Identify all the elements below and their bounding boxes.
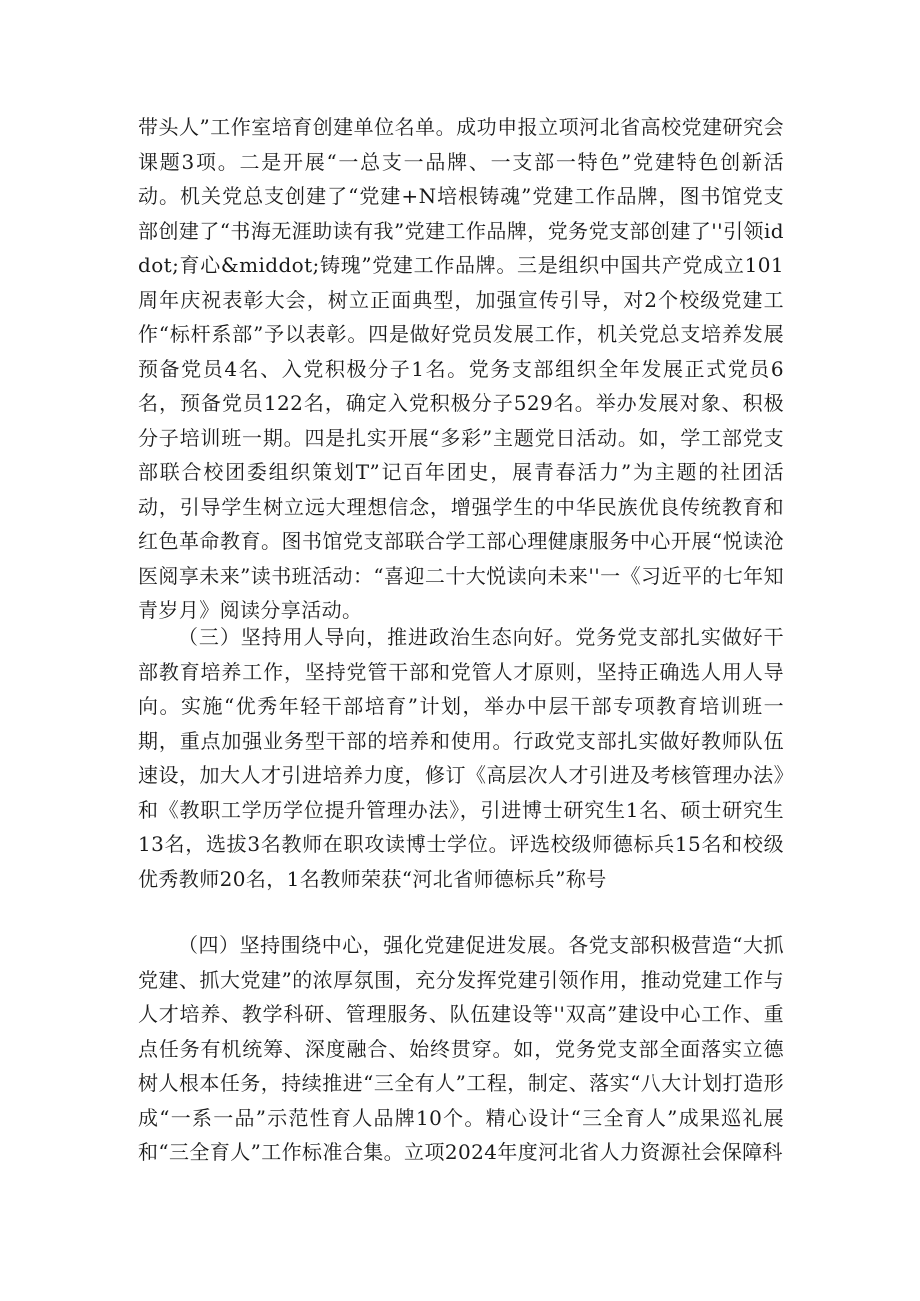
paragraph-personnel-orientation: （三）坚持用人导向，推进政治生态向好。党务党支部扎实做好干部教育培养工作，坚持党管干部和党管人才原则，坚持正确选人用人导向。实施“优秀年轻干部培育”计划，举办中层干部专项教育培训班一期，重点加强业务型干部的培养和使用。行政党支部扎实做好教师队伍速设，加大人才引进培养力度，修订《高层次人才引进及考核管理办法》和《教职工学历学位提升管理办法》，引进博士研究生1名、硕士研究生13名，选拔3名教师在职攻读博士学位。评选校级师德标兵15名和校级优秀教师20名，1名教师荣获“河北省师德标兵”称号 (138, 625, 784, 891)
paragraph-party-building-activities: 带头人”工作室培育创建单位名单。成功申报立项河北省高校党建研究会课题3项。二是开展“一总支一品牌、一支部一特色”党建特色创新活动。机关党总支创建了“党建+N培根铸魂”党建工作品牌，图书馆党支部创建了“书海无涯助读有我”党建工作品牌，党务党支部创建了''引领iddot;育心&middot;铸瑰”党建工作品牌。三是组织中国共产党成立101周年庆祝表彰大会，树立正面典型，加强宣传引导，对2个校级党建工作“标杆系部”予以表彰。四是做好党员发展工作，机关党总支培养发展预备党员4名、入党积极分子1名。党务支部组织全年发展正式党员6名，预备党员122名，确定入党积极分子529名。举办发展对象、积极分子培训班一期。四是扎实开展“多彩”主题党日活动。如，学工部党支部联合校团委组织策划T”记百年团史，展青春活力”为主题的社团活动，引导学生树立远大理想信念，增强学生的中华民族优良传统教育和红色革命教育。图书馆党支部联合学工部心理健康服务中心开展“悦读沧医阅享未来”读书班活动：“喜迎二十大悦读向未来''一《习近平的七年知青岁月》阅读分享活动。 (138, 115, 784, 622)
paragraph-center-development: （四）坚持围绕中心，强化党建促进发展。各党支部积极营造“大抓党建、抓大党建”的浓厚氛围，充分发挥党建引领作用，推动党建工作与人才培养、教学科研、管理服务、队伍建设等''双高”建设中心工作、重点任务有机统筹、深度融合、始终贯穿。如，党务党支部全面落实立德树人根本任务，持续推进“三全有人”工程，制定、落实“八大计划打造形成“一系一品”示范性育人品牌10个。精心设计“三全育人”成果巡礼展和“三全育人”工作标准合集。立项2024年度河北省人力资源社会保障科 (138, 933, 784, 1164)
